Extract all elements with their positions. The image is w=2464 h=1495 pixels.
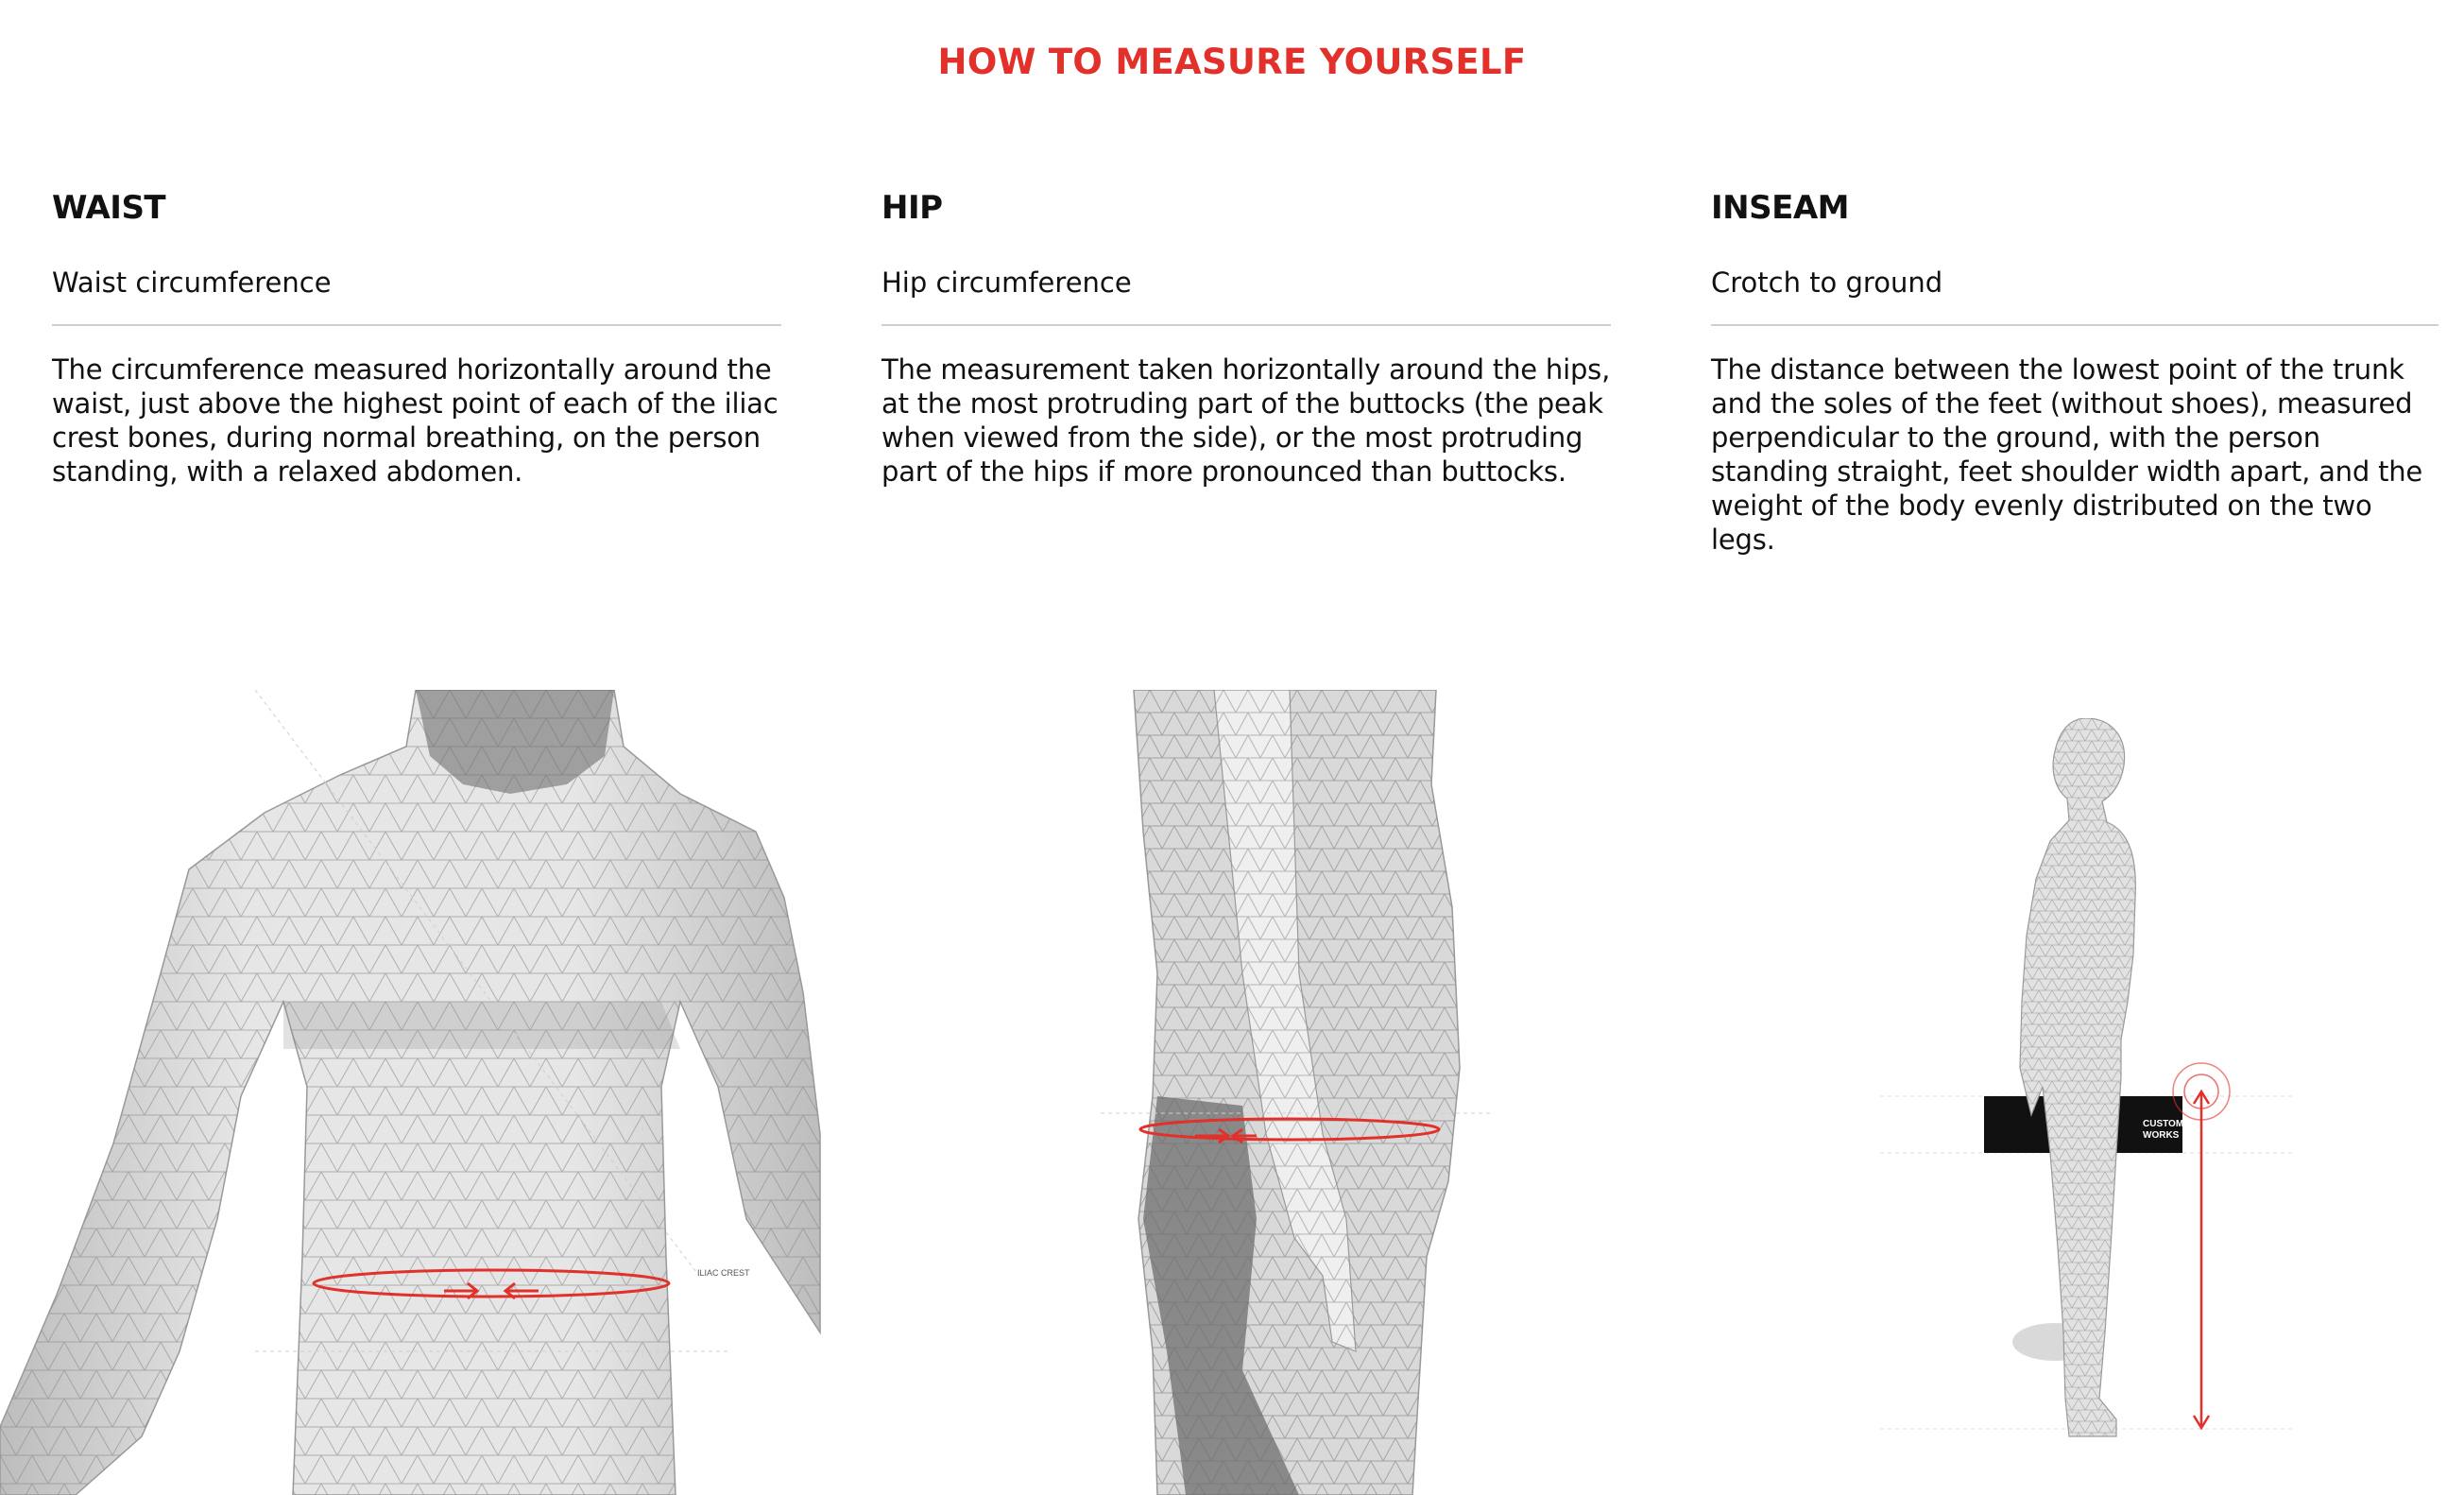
brand-label-2: WORKS xyxy=(2143,1130,2180,1141)
waist-divider xyxy=(52,324,781,326)
hip-section xyxy=(881,189,1611,489)
waist-section xyxy=(52,189,781,489)
inseam-divider xyxy=(1711,324,2438,326)
waist-heading: WAIST xyxy=(52,189,166,227)
inseam-section xyxy=(1711,189,2438,557)
hip-side-illustration xyxy=(1101,690,1493,1495)
page-title: HOW TO MEASURE YOURSELF xyxy=(937,42,1527,82)
brand-label-1: CUSTOM xyxy=(2143,1119,2184,1129)
waist-description: The circumference measured horizontally around the waist, just above the highest point of each of the iliac crest bones, during normal breathing, on the person standing, with a relaxed abdomen. xyxy=(52,353,779,488)
hip-divider xyxy=(881,324,1611,326)
hip-description: The measurement taken horizontally around the hips, at the most protruding part of the buttocks (the peak when viewed from the side), or the most protruding part of the hips if more pronounced than buttocks. xyxy=(881,353,1611,488)
inseam-body-illustration xyxy=(1880,718,2296,1455)
iliac-crest-label: ILIAC CREST xyxy=(697,1268,750,1278)
inseam-description: The distance between the lowest point of the trunk and the soles of the feet (without shoes), measured perpendicular to the ground, with the person standing straight, feet shoulder width apart, and the weight of the body evenly distributed on the two legs. xyxy=(1711,353,2423,556)
hip-subtitle: Hip circumference xyxy=(881,266,1132,299)
inseam-heading: INSEAM xyxy=(1711,189,1849,227)
hip-heading: HIP xyxy=(881,189,943,227)
waist-torso-illustration xyxy=(0,690,822,1495)
waist-subtitle: Waist circumference xyxy=(52,266,332,299)
inseam-subtitle: Crotch to ground xyxy=(1711,266,1943,299)
